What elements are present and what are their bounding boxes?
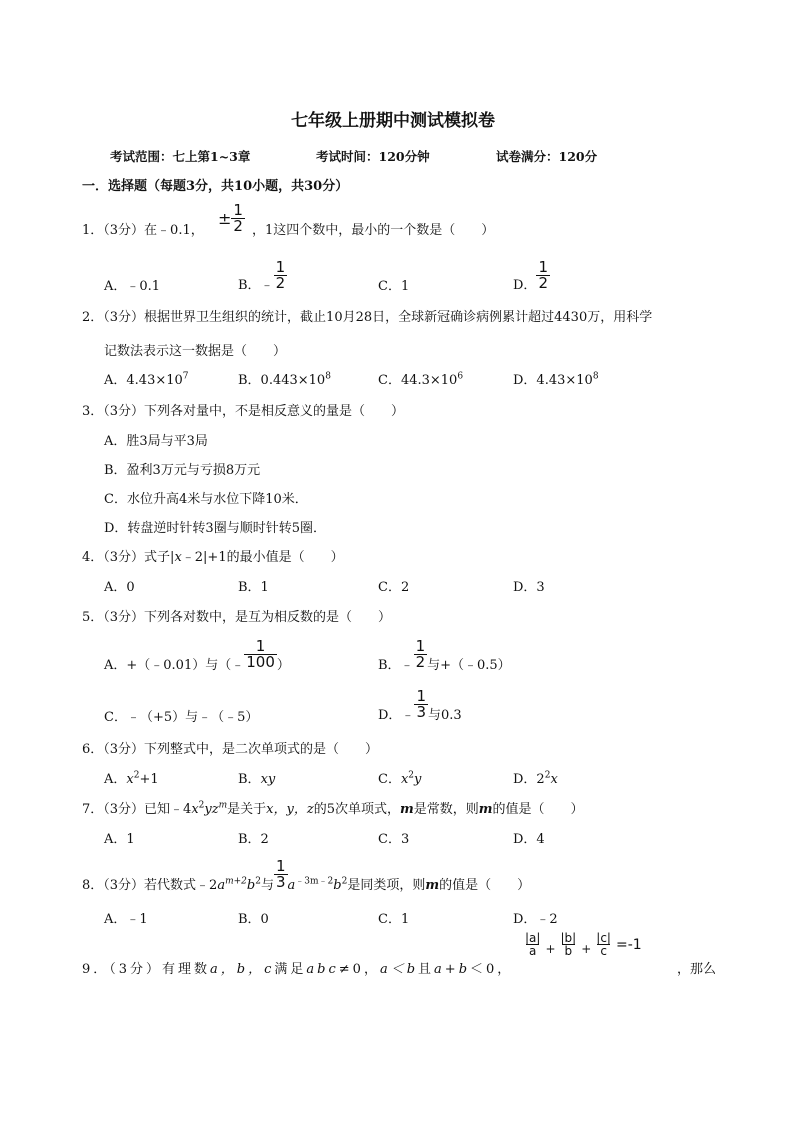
q9-vars: a，b，c xyxy=(210,962,275,977)
q7-pre: 7．（3分）已知﹣4 xyxy=(82,802,192,817)
q3-option-a: A．胜3局与平3局 xyxy=(104,434,208,449)
q9-f3d: c xyxy=(597,944,610,957)
q5-d-den: 3 xyxy=(416,703,426,721)
q7-x: x xyxy=(191,802,199,817)
q9-plus-2: + xyxy=(581,941,592,956)
q1-option-c: C．1 xyxy=(378,279,410,294)
question-2-line-1: 2．（3分）根据世界卫生组织的统计，截止10月28日，全球新冠确诊病例累计超过4430万，用科学 xyxy=(82,310,653,325)
q9-equation xyxy=(522,932,642,957)
q5-a-post: ） xyxy=(276,658,290,673)
q6-option-c xyxy=(378,768,421,787)
q6-c-pre: C． xyxy=(378,772,401,787)
question-6-stem: 6．（3分）下列整式中，是二次单项式的是（ ） xyxy=(82,742,379,757)
q5-a-fraction xyxy=(244,639,277,670)
q5-a-num: 1 xyxy=(255,637,266,655)
q4-pre: 4．（3分）式子| xyxy=(82,550,175,565)
q2-option-b xyxy=(238,369,331,388)
q2-option-c xyxy=(378,369,463,388)
q6-c-exp: 2 xyxy=(408,770,415,781)
section-heading: 一．选择题（每题3分，共10小题，共30分） xyxy=(82,179,349,194)
q2-a-base: A．4.43×10 xyxy=(104,373,183,388)
q1-b-pre: B．﹣ xyxy=(238,278,274,293)
q7-vars: x，y，z xyxy=(266,802,314,817)
q7-x-exp: 2 xyxy=(198,800,205,811)
q1-option-a: A．﹣0.1 xyxy=(104,279,161,294)
q8-b2: b xyxy=(333,878,342,893)
question-8-stem xyxy=(82,856,530,893)
q6-d-pre: D．2 xyxy=(513,772,545,787)
q7-m3: m xyxy=(478,802,493,817)
q1-pre: 1．（3分）在﹣0.1， xyxy=(82,223,204,238)
q8-a-exp: m+2 xyxy=(225,876,247,887)
q5-b-post: 与+（﹣0.5） xyxy=(427,658,511,673)
q1-b-num: 1 xyxy=(275,258,286,276)
q8-post2: 的值是（ ） xyxy=(439,878,531,893)
q1-d-num: 1 xyxy=(538,258,548,276)
q9-plus-1: + xyxy=(545,941,556,956)
q6-b-pre: B． xyxy=(238,772,261,787)
q2-option-a xyxy=(104,369,189,388)
q7-m2: m xyxy=(399,802,414,817)
q2-a-exp: 7 xyxy=(182,371,189,382)
q2-d-exp: 8 xyxy=(592,371,599,382)
q5-d-num: 1 xyxy=(416,687,426,705)
q5-option-a xyxy=(104,636,290,673)
q2-option-d xyxy=(513,369,599,388)
q8-option-d: D．﹣2 xyxy=(513,912,558,927)
q4-option-d: D．3 xyxy=(513,580,545,595)
q8-option-a: A．﹣1 xyxy=(104,912,148,927)
q7-yz: yz xyxy=(204,802,219,817)
question-7-stem xyxy=(82,798,584,817)
q7-option-a: A．1 xyxy=(104,832,135,847)
question-1-stem xyxy=(82,219,204,238)
q5-b-den: 2 xyxy=(415,653,426,671)
exam-time: 考试时间：120分钟 xyxy=(316,149,430,164)
q1-pm-fraction xyxy=(218,203,245,234)
q1-d-den: 2 xyxy=(538,274,548,292)
q9-ne: ≠0， xyxy=(338,962,380,977)
q5-b-pre: B．﹣ xyxy=(378,658,414,673)
q7-mid: 是关于 xyxy=(227,802,267,817)
q2-b-base: B．0.443×10 xyxy=(238,373,326,388)
q5-a-den: 100 xyxy=(246,653,275,671)
q6-a-post: +1 xyxy=(139,772,159,787)
q9-cond1: 满足 xyxy=(274,962,307,977)
q5-b-num: 1 xyxy=(415,637,426,655)
q8-pre: 8．（3分）若代数式﹣2 xyxy=(82,878,218,893)
q6-d-var: x xyxy=(550,772,558,787)
q9-f3n: |c| xyxy=(596,931,611,945)
q8-a: a xyxy=(217,878,226,893)
q3-option-b: B．盈利3万元与亏损8万元 xyxy=(104,463,261,478)
q4-var: x xyxy=(174,550,182,565)
q6-option-d xyxy=(513,768,558,787)
q8-m: m xyxy=(425,878,440,893)
q4-post: ﹣2|+1的最小值是（ ） xyxy=(181,550,344,565)
exam-score: 试卷满分：120分 xyxy=(496,149,598,164)
q1-num: 1 xyxy=(233,201,243,219)
q9-apb: a+b xyxy=(434,962,471,977)
q5-option-b xyxy=(378,636,511,673)
q7-option-c: C．3 xyxy=(378,832,410,847)
q6-b-var: xy xyxy=(260,772,276,787)
q2-c-base: C．44.3×10 xyxy=(378,373,458,388)
q2-b-exp: 8 xyxy=(325,371,331,382)
page-title: 七年级上册期中测试模拟卷 xyxy=(291,111,495,131)
q6-c-var: x xyxy=(400,772,409,787)
q4-option-c: C．2 xyxy=(378,580,410,595)
q5-b-fraction xyxy=(414,639,428,670)
q9-abc: abc xyxy=(306,962,339,977)
q7-option-d: D．4 xyxy=(513,832,545,847)
q8-a2-exp: ﹣3m﹣2 xyxy=(295,876,334,887)
q8-option-b: B．0 xyxy=(238,912,269,927)
q1-d-fraction xyxy=(536,260,550,291)
q5-option-c: C．﹣（+5）与﹣（﹣5） xyxy=(104,710,259,725)
q6-a-pre: A． xyxy=(104,772,127,787)
question-2-line-2: 记数法表示这一数据是（ ） xyxy=(104,344,287,359)
q9-eq: =-1 xyxy=(615,936,642,953)
q8-b-exp: 2 xyxy=(255,876,261,887)
q9-lt0: ＜0， xyxy=(470,962,514,977)
q9-altb: a＜b xyxy=(379,962,419,977)
q7-mid2: 的5次单项式， xyxy=(313,802,400,817)
q5-d-post: 与0.3 xyxy=(427,708,462,723)
question-5-stem: 5．（3分）下列各对数中，是互为相反数的是（ ） xyxy=(82,610,392,625)
q5-option-d xyxy=(378,686,462,723)
q9-and: 且 xyxy=(418,962,435,977)
q3-option-d: D．转盘逆时针转3圈与顺时针转5圈． xyxy=(104,521,326,536)
q9-f2n: |b| xyxy=(560,931,577,945)
q9-f1d: a xyxy=(526,944,539,957)
q6-option-b xyxy=(238,768,275,787)
q1-d-pre: D． xyxy=(513,278,537,293)
q8-option-c: C．1 xyxy=(378,912,410,927)
q5-d-fraction xyxy=(414,689,428,720)
q8-a2: a xyxy=(287,878,296,893)
exam-scope: 考试范围：七上第1~3章 xyxy=(110,149,251,164)
q1-option-b xyxy=(238,258,287,293)
q7-option-b: B．2 xyxy=(238,832,269,847)
question-3-stem: 3．（3分）下列各对量中，不是相反意义的量是（ ） xyxy=(82,404,405,419)
q2-c-exp: 6 xyxy=(457,371,464,382)
q5-d-pre: D．﹣ xyxy=(378,708,415,723)
q9-pre: 9．（3分）有理数 xyxy=(82,962,211,977)
q4-option-b: B．1 xyxy=(238,580,269,595)
q8-post1: 是同类项，则 xyxy=(347,878,426,893)
q8-fraction xyxy=(274,859,288,890)
q9-f1n: |a| xyxy=(525,931,541,945)
q6-d-exp: 2 xyxy=(544,770,551,781)
q4-option-a: A．0 xyxy=(104,580,135,595)
q1-pm: ± xyxy=(218,209,232,228)
q2-d-base: D．4.43×10 xyxy=(513,373,593,388)
q8-with: 与 xyxy=(260,878,274,893)
q5-a-pre: A．+（﹣0.01）与（﹣ xyxy=(104,658,245,673)
q6-option-a xyxy=(104,768,159,787)
q9-frac-a xyxy=(522,932,543,957)
q1-post: ，1这四个数中，最小的一个数是（ ） xyxy=(252,223,495,238)
q9-f2d: b xyxy=(562,944,576,957)
q7-post: 的值是（ ） xyxy=(492,802,584,817)
q6-a-var: x xyxy=(126,772,134,787)
q9-post: ，那么 xyxy=(677,962,717,977)
q8-b: b xyxy=(246,878,256,893)
q1-option-d xyxy=(513,258,550,293)
q7-m-exp: m xyxy=(218,800,228,811)
q6-a-exp: 2 xyxy=(133,770,140,781)
q8-b2-exp: 2 xyxy=(341,876,348,887)
q3-option-c: C．水位升高4米与水位下降10米． xyxy=(104,492,308,507)
question-4-stem xyxy=(82,546,344,565)
q8-den: 3 xyxy=(275,873,286,891)
q1-b-den: 2 xyxy=(275,274,286,292)
q8-num: 1 xyxy=(275,857,286,875)
q9-frac-b xyxy=(558,932,580,957)
q1-fraction xyxy=(231,203,245,234)
q9-frac-c xyxy=(593,932,614,957)
q7-mid3: 是常数，则 xyxy=(413,802,479,817)
question-9-stem xyxy=(82,958,513,977)
q1-den: 2 xyxy=(233,217,243,235)
q1-b-fraction xyxy=(274,260,288,291)
q6-c-var2: y xyxy=(414,772,422,787)
